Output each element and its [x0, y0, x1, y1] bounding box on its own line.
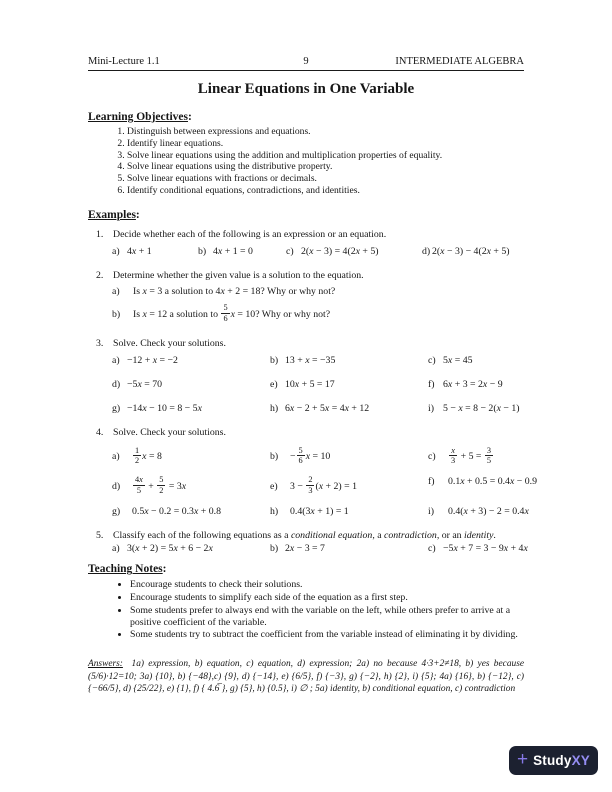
- problem-2-parts: [88, 286, 524, 325]
- objectives-heading-label: Learning Objectives: [88, 111, 188, 123]
- heading-colon: :: [135, 208, 140, 221]
- logo-study-text: Study: [533, 752, 572, 768]
- teaching-notes-list: [88, 579, 524, 641]
- answers-text: 1a) expression, b) equation, c) equation, d) expression; 2a) no because 4·3+2≠18, b) yes because (5/6)·12=10; 3a) {10}, b) {−48},c) {9}, d) {−14}, e) {6/5}, f) {−3}, g) {−2}, h) {2}, i) {5}; 4a) {16}, b) {−12}, c){−66/5}, d) {25/22}, e) {1}, f) { 4.6̅ }, g) {5}, h) {0.5}, i) ∅ ; 5a) identity, b) conditional equation, c) contradiction: [88, 659, 524, 694]
- page-title: Linear Equations in One Variable: [197, 81, 415, 97]
- problem-3-part-b: b) 13 + x = −35: [270, 354, 336, 366]
- problem-1-part-c: c) 2(x − 3) = 4(2x + 5): [286, 245, 379, 257]
- objectives-heading: [88, 111, 524, 123]
- problem-number: 3.: [96, 338, 104, 350]
- problem-3-part-d: d) −5x = 70: [112, 378, 163, 390]
- logo-xy-text: XY: [571, 752, 591, 768]
- problem-text: Decide whether each of the following is an expression or an equation.: [113, 228, 387, 240]
- examples-heading: [88, 209, 524, 221]
- problem-number: 2.: [96, 269, 104, 281]
- note-item: • Some students prefer to always end with the variable on the left, while others prefer to arrive at a positive coefficient of the variable.: [130, 605, 524, 629]
- problem-3-part-a: a) −12 + x = −2: [112, 354, 178, 366]
- problem-3-part-f: f) 6x + 3 = 2x − 9: [428, 378, 503, 390]
- problem-4-part-i: i) 0.4(x + 3) − 2 = 0.4x: [428, 505, 529, 517]
- answers-label: Answers:: [88, 659, 123, 670]
- problem-1-part-d: d) 2(x − 3) − 4(2x + 5): [422, 245, 510, 257]
- problem-text: Solve. Check your solutions.: [113, 338, 226, 350]
- problem-4-part-b: b) − $\frac{5}{6}$ x = 10: [270, 445, 331, 466]
- logo-wordmark: [533, 754, 590, 768]
- problem-3-parts: [88, 355, 524, 414]
- problem-1-part-b: b) 4x + 1 = 0: [198, 245, 253, 257]
- objective-item: 6. Identify conditional equations, contradictions, and identities.: [127, 186, 524, 197]
- problem-2-part-b: b) Is x = 12 a solution to $\frac{5}{6}$ x = 10? Why or why not?: [112, 303, 331, 324]
- problem-5-parts: [88, 543, 528, 555]
- objectives-list: [88, 127, 524, 197]
- problem-5-part-b: b) 2x − 3 = 7: [270, 543, 325, 555]
- problem-4-part-d: d) $\frac{4x}{5}$ + $\frac{5}{2}$ = 3x: [112, 475, 187, 495]
- page-header: [88, 56, 524, 71]
- teaching-notes-heading-label: Teaching Notes: [88, 563, 163, 576]
- problem-3-part-h: h) 6x − 2 + 5x = 4x + 12: [270, 402, 370, 414]
- problem-3-part-i: i) 5 − x = 8 − 2(x − 1): [428, 402, 520, 414]
- problem-3-part-g: g) −14x − 10 = 8 − 5x: [112, 402, 202, 414]
- problem-text: Classify each of the following equations as a conditional equation, a contradiction, or an identity.: [113, 529, 496, 541]
- problem-5-part-c: c) −5x + 7 = 3 − 9x + 4x: [428, 543, 528, 555]
- note-item: • Encourage students to simplify each side of the equation as a first step.: [130, 592, 524, 604]
- problem-text: Solve. Check your solutions.: [113, 426, 226, 438]
- problem-4-part-c: c) $\frac{x}{3}$ + 5 = $\frac{3}{5}$: [428, 445, 492, 466]
- examples-heading-label: Examples: [88, 208, 136, 221]
- problem-4-part-h: h) 0.4(3x + 1) = 1: [270, 505, 349, 517]
- problem-number: 5.: [96, 529, 104, 541]
- heading-colon: :: [187, 111, 192, 123]
- answers-paragraph: [88, 658, 524, 695]
- problem-4-part-e: e) 3 − $\frac{2}{3}$ (x + 2) = 1: [270, 475, 358, 495]
- problem-1: [88, 229, 524, 257]
- problem-4: [88, 426, 537, 517]
- heading-colon: :: [162, 563, 167, 576]
- problem-number: 1.: [96, 228, 104, 240]
- problem-3-part-c: c) 5x = 45: [428, 354, 473, 366]
- problem-4-part-f: f) 0.1x + 0.5 = 0.4x − 0.9: [428, 476, 537, 488]
- teaching-notes-heading: [88, 563, 524, 575]
- problem-4-part-a: a) $\frac{1}{2}$ x = 8: [112, 445, 162, 466]
- header-left: Mini-Lecture 1.1: [88, 56, 160, 67]
- problem-2-part-a: a) Is x = 3 a solution to 4x + 2 = 18? Why or why not?: [112, 286, 336, 298]
- problem-number: 4.: [96, 426, 104, 438]
- page-content: [88, 56, 537, 695]
- studyxy-logo: [509, 746, 598, 775]
- note-item: • Some students try to subtract the coefficient from the variable instead of eliminating it by dividing.: [130, 629, 524, 641]
- objective-item: 5. Solve linear equations with fractions or decimals.: [127, 174, 524, 185]
- problem-1-part-a: a) 4x + 1: [112, 245, 152, 257]
- objective-item: 2. Identify linear equations.: [127, 139, 524, 150]
- problem-5: [88, 529, 528, 555]
- problem-3-part-e: e) 10x + 5 = 17: [270, 378, 335, 390]
- objective-item: 3. Solve linear equations using the addition and multiplication properties of equality.: [127, 151, 524, 162]
- plus-icon: +: [516, 749, 529, 770]
- problem-4-part-g: g) 0.5x − 0.2 = 0.3x + 0.8: [112, 505, 221, 517]
- page-number: 9: [303, 56, 309, 67]
- problem-1-parts: [88, 246, 524, 257]
- problem-4-parts: [88, 445, 537, 517]
- problem-3: [88, 338, 524, 414]
- objective-item: 4. Solve linear equations using the distributive property.: [127, 162, 524, 173]
- header-right: INTERMEDIATE ALGEBRA: [395, 56, 524, 67]
- problem-5-part-a: a) 3(x + 2) = 5x + 6 − 2x: [112, 543, 213, 555]
- note-item: • Encourage students to check their solutions.: [130, 579, 524, 591]
- objective-item: 1. Distinguish between expressions and equations.: [127, 127, 524, 138]
- problem-text: Determine whether the given value is a solution to the equation.: [113, 269, 364, 281]
- problem-2: [88, 270, 524, 325]
